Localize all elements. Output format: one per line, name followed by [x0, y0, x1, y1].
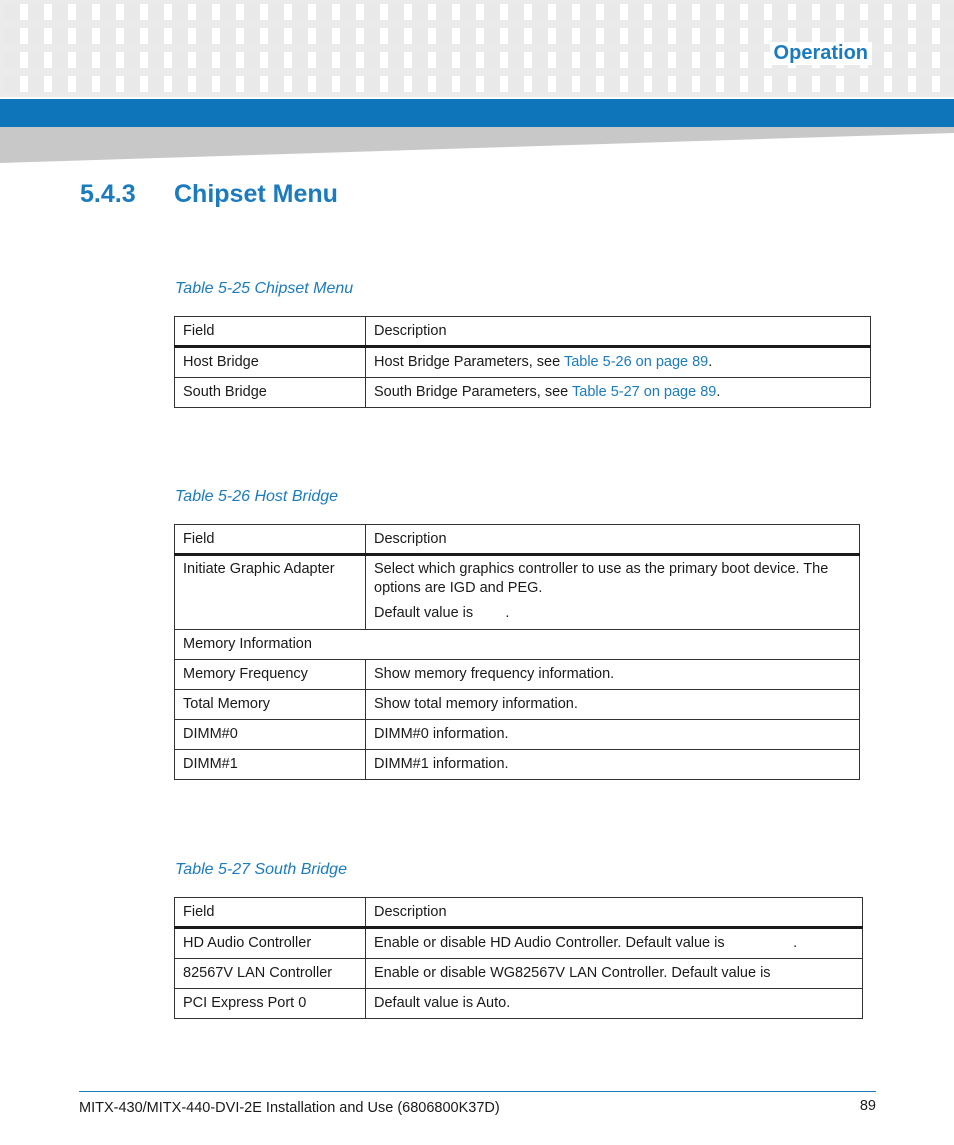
table-header-row: [175, 317, 871, 347]
section-label: Operation: [770, 42, 872, 65]
table-row: [175, 959, 863, 989]
table-row: [175, 555, 860, 630]
column-header-description: Description: [366, 898, 863, 928]
field-cell: Memory Frequency: [175, 660, 366, 690]
column-header-field: Field: [175, 898, 366, 928]
header-wedge: [0, 127, 954, 163]
host-bridge-table: [174, 524, 860, 780]
description-text: Host Bridge Parameters, see: [374, 354, 564, 370]
footer-divider: [79, 1091, 876, 1092]
column-header-field: Field: [175, 317, 366, 347]
footer-document-title: MITX-430/MITX-440-DVI-2E Installation and Use (6806800K37D): [79, 1100, 500, 1116]
table-row: [175, 378, 871, 408]
description-cell: [366, 347, 871, 378]
table-link-south-bridge[interactable]: Table 5-27 on page 89: [572, 384, 717, 400]
field-cell: DIMM#1: [175, 750, 366, 780]
field-cell: Initiate Graphic Adapter: [175, 555, 366, 630]
description-text: Select which graphics controller to use as the primary boot device. The options are IGD and PEG.: [374, 561, 829, 596]
table-caption-chipset: Table 5-25 Chipset Menu: [175, 280, 354, 297]
table-row: [175, 347, 871, 378]
field-cell: South Bridge: [175, 378, 366, 408]
south-bridge-table: [174, 897, 863, 1019]
table-header-row: [175, 898, 863, 928]
column-header-description: Description: [366, 525, 860, 555]
table-caption-south-bridge: Table 5-27 South Bridge: [175, 861, 347, 878]
description-cell: Show total memory information.: [366, 690, 860, 720]
page-number: 89: [859, 1098, 876, 1114]
table-row: [175, 720, 860, 750]
section-number: 5.4.3: [80, 180, 136, 208]
description-suffix: .: [708, 354, 713, 370]
header-band: [0, 99, 954, 127]
table-link-host-bridge[interactable]: Table 5-26 on page 89: [563, 354, 709, 370]
table-row: [175, 660, 860, 690]
field-cell: Total Memory: [175, 690, 366, 720]
chipset-menu-table: [174, 316, 871, 408]
table-row: [175, 690, 860, 720]
table-row: [175, 630, 860, 660]
description-cell: DIMM#1 information.: [366, 750, 860, 780]
description-cell: Enable or disable WG82567V LAN Controller. Default value is: [366, 959, 863, 989]
table-row: [175, 989, 863, 1019]
description-cell: Enable or disable HD Audio Controller. Default value is .: [366, 928, 863, 959]
table-row: [175, 928, 863, 959]
table-header-row: [175, 525, 860, 555]
description-cell: [366, 555, 860, 630]
section-title: Chipset Menu: [174, 180, 338, 208]
table-caption-host-bridge: Table 5-26 Host Bridge: [175, 488, 339, 505]
field-cell: PCI Express Port 0: [175, 989, 366, 1019]
description-suffix: .: [716, 384, 721, 400]
default-value-text: Default value is .: [374, 605, 510, 621]
description-cell: Show memory frequency information.: [366, 660, 860, 690]
description-text: South Bridge Parameters, see: [374, 384, 573, 400]
description-cell: [366, 378, 871, 408]
section-heading: [80, 180, 338, 209]
field-cell: 82567V LAN Controller: [175, 959, 366, 989]
table-row: [175, 750, 860, 780]
field-cell: HD Audio Controller: [175, 928, 366, 959]
group-cell: Memory Information: [175, 630, 860, 660]
field-cell: DIMM#0: [175, 720, 366, 750]
column-header-field: Field: [175, 525, 366, 555]
description-cell: Default value is Auto.: [366, 989, 863, 1019]
description-cell: DIMM#0 information.: [366, 720, 860, 750]
column-header-description: Description: [366, 317, 871, 347]
field-cell: Host Bridge: [175, 347, 366, 378]
